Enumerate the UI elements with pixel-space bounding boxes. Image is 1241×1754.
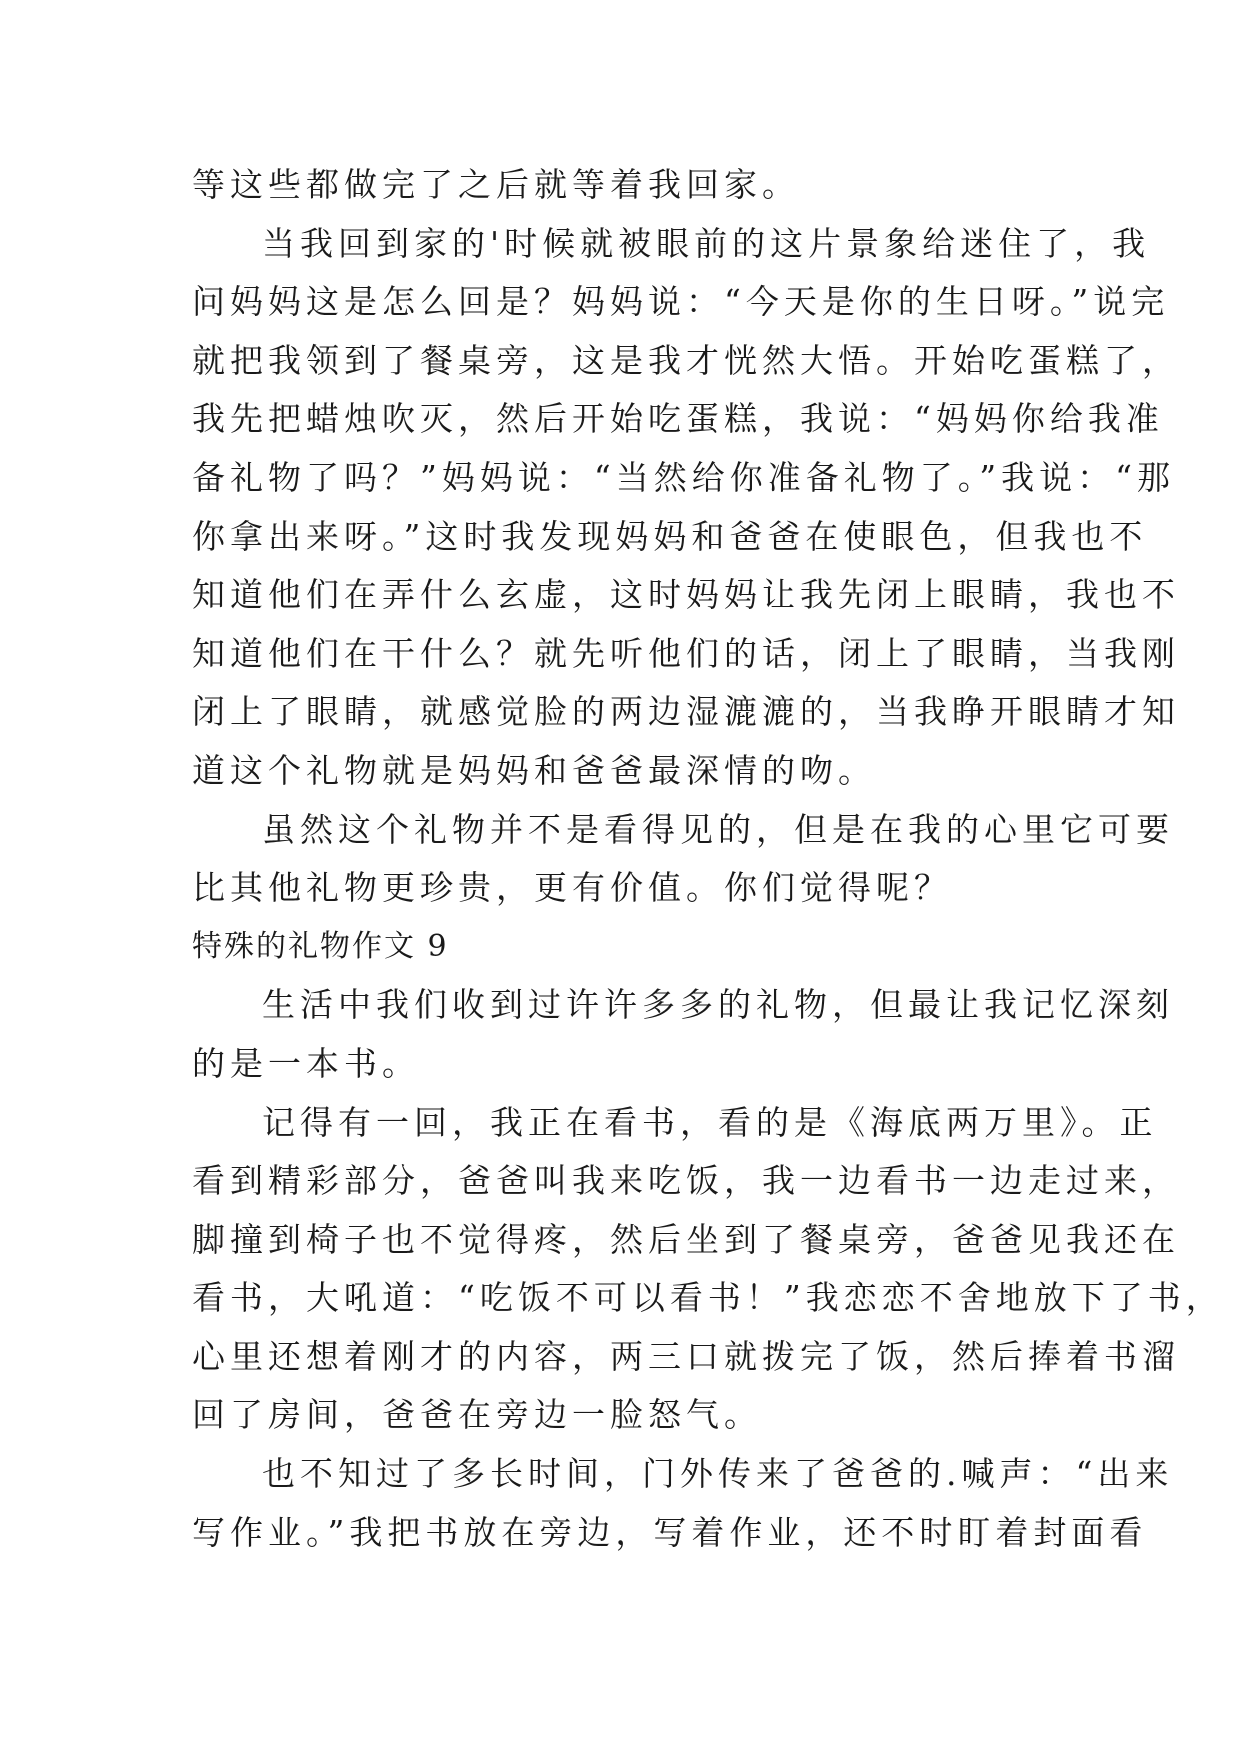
text-line: 问妈妈这是怎么回是？妈妈说：“今天是你的生日呀。”说完 [192, 282, 1170, 322]
text-line: 记得有一回，我正在看书，看的是《海底两万里》。正 [262, 1102, 1158, 1142]
text-line: 也不知过了多长时间，门外传来了爸爸的.喊声：“出来 [262, 1454, 1174, 1494]
text-line: 的是一本书。 [192, 1043, 420, 1083]
text-line: 虽然这个礼物并不是看得见的，但是在我的心里它可要 [262, 809, 1174, 849]
text-line: 看到精彩部分，爸爸叫我来吃饭，我一边看书一边走过来， [192, 1161, 1180, 1201]
text-line: 写作业。”我把书放在旁边，写着作业，还不时盯着封面看 [192, 1512, 1148, 1552]
text-line: 回了房间，爸爸在旁边一脸怒气。 [192, 1395, 762, 1435]
text-line: 当我回到家的'时候就被眼前的这片景象给迷住了，我 [262, 223, 1151, 263]
section-heading: 特殊的礼物作文 9 [192, 928, 449, 964]
text-line: 我先把蜡烛吹灭，然后开始吃蛋糕，我说：“妈妈你给我准 [192, 399, 1164, 439]
text-line: 心里还想着刚才的内容，两三口就拨完了饭，然后捧着书溜 [192, 1336, 1180, 1376]
text-line: 道这个礼物就是妈妈和爸爸最深情的吻。 [192, 750, 876, 790]
text-line: 就把我领到了餐桌旁，这是我才恍然大悟。开始吃蛋糕了， [192, 340, 1180, 380]
text-line: 备礼物了吗？”妈妈说：“当然给你准备礼物了。”我说：“那 [192, 457, 1175, 497]
text-line: 知道他们在弄什么玄虚，这时妈妈让我先闭上眼睛，我也不 [192, 575, 1180, 615]
text-line: 等这些都做完了之后就等着我回家。 [192, 165, 800, 204]
text-line: 脚撞到椅子也不觉得疼，然后坐到了餐桌旁，爸爸见我还在 [192, 1219, 1180, 1259]
text-line: 你拿出来呀。”这时我发现妈妈和爸爸在使眼色，但我也不 [192, 516, 1148, 556]
text-line: 看书，大吼道：“吃饭不可以看书！”我恋恋不舍地放下了书， [192, 1278, 1224, 1318]
text-line: 生活中我们收到过许许多多的礼物，但最让我记忆深刻 [262, 985, 1174, 1025]
text-line: 闭上了眼睛，就感觉脸的两边湿漉漉的，当我睁开眼睛才知 [192, 692, 1180, 732]
text-line: 比其他礼物更珍贵，更有价值。你们觉得呢？ [192, 868, 952, 908]
text-line: 知道他们在干什么？就先听他们的话，闭上了眼睛，当我刚 [192, 633, 1180, 673]
essay-body [192, 156, 1224, 1562]
